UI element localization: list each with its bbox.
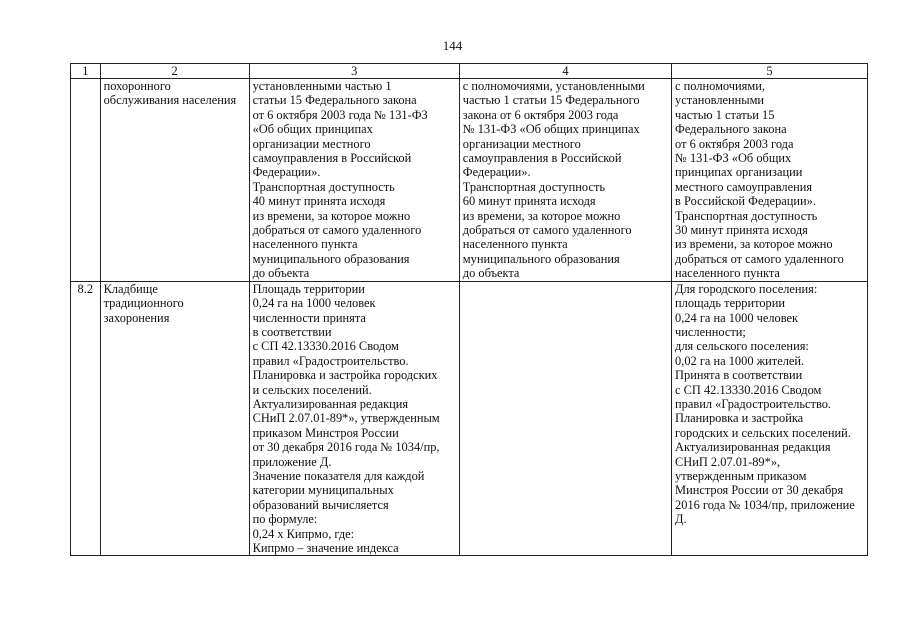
requirements-table [70,63,868,556]
column-4-cell [459,281,671,556]
page-number: 144 [442,38,463,53]
column-5-cell: Для городского поселения: площадь территории 0,24 га на 1000 человек численности; для сельского поселения: 0,02 га на 1000 жителей. Принята в соответствии с СП 42.13330.2016 Сводом правил «Градостроительство. Планировка и застройка городских и сельских поселений. Актуализированная редакция СНиП 2.07.01-89*», утвержденным приказом Минстроя России от 30 декабря 2016 года № 1034/пр, приложение Д. [672,281,868,556]
column-3-cell: Площадь территории 0,24 га на 1000 человек численности принята в соответствии с СП 42.13330.2016 Сводом правил «Градостроительство. Планировка и застройка городских и сельских поселений. Актуализированная редакция СНиП 2.07.01-89*», утвержденным приказом Минстроя России от 30 декабря 2016 года № 1034/пр, приложение Д. Значение показателя для каждой категории муниципальных образований вычисляется по формуле: 0,24 х Кипрмо, где: Кипрмо – значение индекса [249,281,459,556]
row-number: 8.2 [71,281,101,556]
column-number-4: 4 [459,64,671,79]
column-number-5: 5 [672,64,868,79]
column-number-1: 1 [71,64,101,79]
column-number-header-row [71,64,868,79]
column-4-cell: с полномочиями, установленными частью 1 статьи 15 Федерального закона от 6 октября 2003 года № 131-ФЗ «Об общих принципах организации местного самоуправления в Российской Федерации». Транспортная доступность 60 минут принята исходя из времени, за которое можно добраться от самого удаленного населенного пункта муниципального образования до объекта [459,79,671,282]
row-number [71,79,101,282]
column-3-cell: установленными частью 1 статьи 15 Федерального закона от 6 октября 2003 года № 131-ФЗ «Об общих принципах организации местного самоуправления в Российской Федерации». Транспортная доступность 40 минут принята исходя из времени, за которое можно добраться от самого удаленного населенного пункта муниципального образования до объекта [249,79,459,282]
column-number-3: 3 [249,64,459,79]
object-name-cell: Кладбище традиционного захоронения [100,281,249,556]
table-row [71,79,868,282]
table-row [71,281,868,556]
column-number-2: 2 [100,64,249,79]
object-name-cell: похоронного обслуживания населения [100,79,249,282]
column-5-cell: с полномочиями, установленными частью 1 статьи 15 Федерального закона от 6 октября 2003 года № 131-ФЗ «Об общих принципах организации местного самоуправления в Российской Федерации». Транспортная доступность 30 минут принята исходя из времени, за которое можно добраться от самого удаленного населенного пункта [672,79,868,282]
